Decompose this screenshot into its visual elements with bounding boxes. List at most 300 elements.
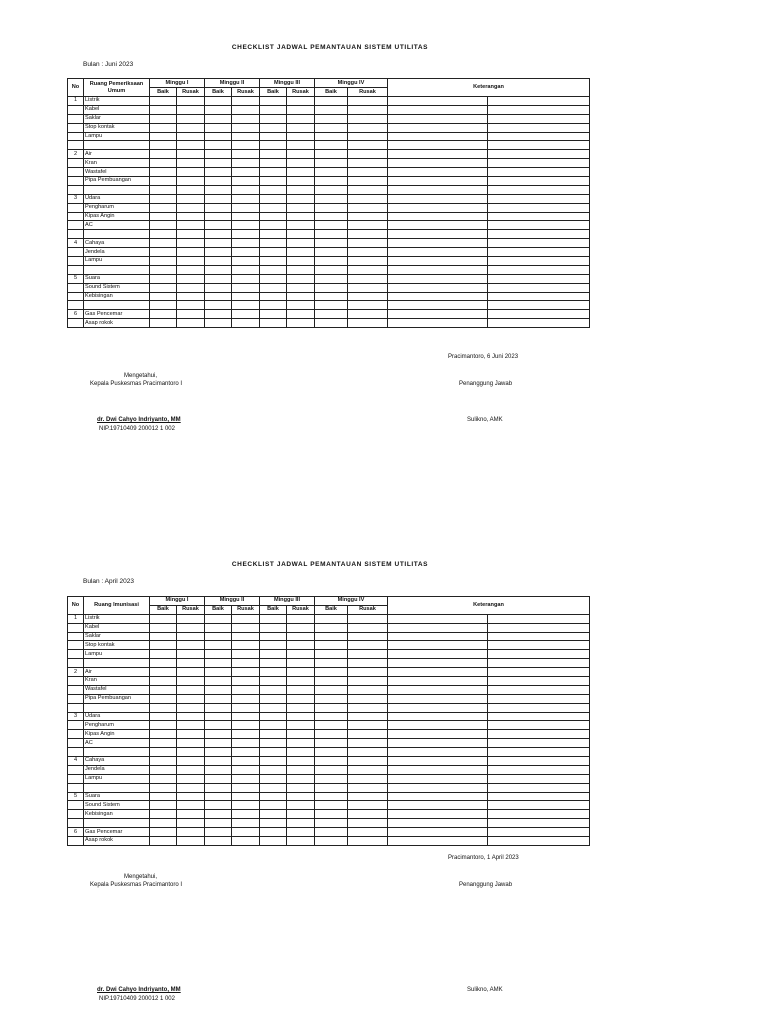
check-cell[interactable] <box>260 721 287 730</box>
check-cell[interactable] <box>260 185 287 194</box>
check-cell[interactable] <box>287 801 315 810</box>
check-cell[interactable] <box>232 159 260 168</box>
check-cell[interactable] <box>232 248 260 257</box>
check-cell[interactable] <box>177 257 205 266</box>
check-cell[interactable] <box>315 659 348 668</box>
check-cell[interactable] <box>150 801 177 810</box>
notes-cell[interactable] <box>488 757 590 766</box>
check-cell[interactable] <box>315 623 348 632</box>
check-cell[interactable] <box>287 623 315 632</box>
check-cell[interactable] <box>150 230 177 239</box>
check-cell[interactable] <box>232 730 260 739</box>
check-cell[interactable] <box>260 641 287 650</box>
check-cell[interactable] <box>150 783 177 792</box>
check-cell[interactable] <box>177 105 205 114</box>
check-cell[interactable] <box>232 668 260 677</box>
check-cell[interactable] <box>205 177 232 186</box>
check-cell[interactable] <box>232 301 260 310</box>
check-cell[interactable] <box>177 819 205 828</box>
notes-cell[interactable] <box>388 265 488 274</box>
check-cell[interactable] <box>205 757 232 766</box>
notes-cell[interactable] <box>388 230 488 239</box>
check-cell[interactable] <box>260 703 287 712</box>
check-cell[interactable] <box>150 774 177 783</box>
check-cell[interactable] <box>232 677 260 686</box>
check-cell[interactable] <box>150 239 177 248</box>
notes-cell[interactable] <box>388 310 488 319</box>
check-cell[interactable] <box>348 641 388 650</box>
check-cell[interactable] <box>150 819 177 828</box>
check-cell[interactable] <box>315 132 348 141</box>
check-cell[interactable] <box>348 668 388 677</box>
notes-cell[interactable] <box>388 185 488 194</box>
notes-cell[interactable] <box>488 185 590 194</box>
check-cell[interactable] <box>315 828 348 837</box>
check-cell[interactable] <box>287 114 315 123</box>
check-cell[interactable] <box>260 105 287 114</box>
check-cell[interactable] <box>260 114 287 123</box>
check-cell[interactable] <box>205 194 232 203</box>
check-cell[interactable] <box>315 739 348 748</box>
notes-cell[interactable] <box>488 712 590 721</box>
check-cell[interactable] <box>315 650 348 659</box>
check-cell[interactable] <box>348 177 388 186</box>
check-cell[interactable] <box>287 105 315 114</box>
check-cell[interactable] <box>232 239 260 248</box>
check-cell[interactable] <box>232 274 260 283</box>
notes-cell[interactable] <box>388 668 488 677</box>
notes-cell[interactable] <box>488 114 590 123</box>
notes-cell[interactable] <box>488 97 590 106</box>
check-cell[interactable] <box>260 659 287 668</box>
check-cell[interactable] <box>232 650 260 659</box>
check-cell[interactable] <box>315 783 348 792</box>
check-cell[interactable] <box>287 274 315 283</box>
notes-cell[interactable] <box>388 105 488 114</box>
check-cell[interactable] <box>177 712 205 721</box>
check-cell[interactable] <box>150 792 177 801</box>
check-cell[interactable] <box>150 765 177 774</box>
check-cell[interactable] <box>260 668 287 677</box>
check-cell[interactable] <box>177 774 205 783</box>
check-cell[interactable] <box>348 301 388 310</box>
notes-cell[interactable] <box>488 194 590 203</box>
check-cell[interactable] <box>150 310 177 319</box>
check-cell[interactable] <box>260 748 287 757</box>
notes-cell[interactable] <box>488 257 590 266</box>
notes-cell[interactable] <box>488 694 590 703</box>
check-cell[interactable] <box>287 730 315 739</box>
check-cell[interactable] <box>315 748 348 757</box>
check-cell[interactable] <box>348 774 388 783</box>
check-cell[interactable] <box>150 274 177 283</box>
check-cell[interactable] <box>150 150 177 159</box>
check-cell[interactable] <box>232 623 260 632</box>
check-cell[interactable] <box>348 677 388 686</box>
check-cell[interactable] <box>177 319 205 328</box>
check-cell[interactable] <box>177 739 205 748</box>
check-cell[interactable] <box>205 248 232 257</box>
check-cell[interactable] <box>232 801 260 810</box>
notes-cell[interactable] <box>388 801 488 810</box>
check-cell[interactable] <box>287 685 315 694</box>
check-cell[interactable] <box>315 265 348 274</box>
notes-cell[interactable] <box>388 632 488 641</box>
check-cell[interactable] <box>150 265 177 274</box>
check-cell[interactable] <box>205 739 232 748</box>
check-cell[interactable] <box>150 712 177 721</box>
check-cell[interactable] <box>205 677 232 686</box>
check-cell[interactable] <box>177 203 205 212</box>
check-cell[interactable] <box>232 765 260 774</box>
notes-cell[interactable] <box>388 623 488 632</box>
check-cell[interactable] <box>150 132 177 141</box>
check-cell[interactable] <box>232 828 260 837</box>
check-cell[interactable] <box>177 757 205 766</box>
check-cell[interactable] <box>348 248 388 257</box>
check-cell[interactable] <box>287 757 315 766</box>
check-cell[interactable] <box>348 274 388 283</box>
notes-cell[interactable] <box>388 730 488 739</box>
check-cell[interactable] <box>315 257 348 266</box>
check-cell[interactable] <box>348 265 388 274</box>
check-cell[interactable] <box>177 194 205 203</box>
check-cell[interactable] <box>150 810 177 819</box>
check-cell[interactable] <box>260 810 287 819</box>
check-cell[interactable] <box>150 694 177 703</box>
notes-cell[interactable] <box>388 257 488 266</box>
check-cell[interactable] <box>177 248 205 257</box>
check-cell[interactable] <box>287 283 315 292</box>
check-cell[interactable] <box>232 310 260 319</box>
check-cell[interactable] <box>348 212 388 221</box>
check-cell[interactable] <box>205 301 232 310</box>
check-cell[interactable] <box>150 685 177 694</box>
check-cell[interactable] <box>177 810 205 819</box>
notes-cell[interactable] <box>388 837 488 846</box>
check-cell[interactable] <box>205 650 232 659</box>
check-cell[interactable] <box>205 97 232 106</box>
notes-cell[interactable] <box>388 177 488 186</box>
check-cell[interactable] <box>348 783 388 792</box>
check-cell[interactable] <box>150 301 177 310</box>
check-cell[interactable] <box>315 757 348 766</box>
notes-cell[interactable] <box>388 194 488 203</box>
notes-cell[interactable] <box>388 828 488 837</box>
check-cell[interactable] <box>232 114 260 123</box>
check-cell[interactable] <box>315 685 348 694</box>
check-cell[interactable] <box>150 748 177 757</box>
check-cell[interactable] <box>260 248 287 257</box>
notes-cell[interactable] <box>488 168 590 177</box>
check-cell[interactable] <box>315 810 348 819</box>
check-cell[interactable] <box>177 230 205 239</box>
check-cell[interactable] <box>205 230 232 239</box>
notes-cell[interactable] <box>388 659 488 668</box>
check-cell[interactable] <box>205 828 232 837</box>
check-cell[interactable] <box>287 694 315 703</box>
check-cell[interactable] <box>260 837 287 846</box>
check-cell[interactable] <box>260 685 287 694</box>
check-cell[interactable] <box>177 783 205 792</box>
notes-cell[interactable] <box>388 703 488 712</box>
check-cell[interactable] <box>232 177 260 186</box>
check-cell[interactable] <box>150 319 177 328</box>
check-cell[interactable] <box>315 668 348 677</box>
check-cell[interactable] <box>232 283 260 292</box>
check-cell[interactable] <box>348 257 388 266</box>
check-cell[interactable] <box>348 123 388 132</box>
check-cell[interactable] <box>150 623 177 632</box>
check-cell[interactable] <box>260 257 287 266</box>
notes-cell[interactable] <box>488 141 590 150</box>
check-cell[interactable] <box>315 677 348 686</box>
check-cell[interactable] <box>315 774 348 783</box>
check-cell[interactable] <box>232 739 260 748</box>
check-cell[interactable] <box>348 739 388 748</box>
check-cell[interactable] <box>150 194 177 203</box>
check-cell[interactable] <box>150 659 177 668</box>
check-cell[interactable] <box>260 97 287 106</box>
check-cell[interactable] <box>150 730 177 739</box>
notes-cell[interactable] <box>388 132 488 141</box>
check-cell[interactable] <box>260 801 287 810</box>
check-cell[interactable] <box>348 685 388 694</box>
check-cell[interactable] <box>315 283 348 292</box>
check-cell[interactable] <box>150 212 177 221</box>
notes-cell[interactable] <box>488 212 590 221</box>
check-cell[interactable] <box>315 212 348 221</box>
check-cell[interactable] <box>260 819 287 828</box>
check-cell[interactable] <box>177 265 205 274</box>
notes-cell[interactable] <box>488 730 590 739</box>
check-cell[interactable] <box>150 614 177 623</box>
check-cell[interactable] <box>205 703 232 712</box>
check-cell[interactable] <box>177 765 205 774</box>
check-cell[interactable] <box>150 641 177 650</box>
check-cell[interactable] <box>205 623 232 632</box>
check-cell[interactable] <box>315 141 348 150</box>
check-cell[interactable] <box>315 632 348 641</box>
check-cell[interactable] <box>232 230 260 239</box>
check-cell[interactable] <box>287 97 315 106</box>
check-cell[interactable] <box>348 721 388 730</box>
notes-cell[interactable] <box>388 685 488 694</box>
check-cell[interactable] <box>287 159 315 168</box>
notes-cell[interactable] <box>488 792 590 801</box>
check-cell[interactable] <box>348 765 388 774</box>
check-cell[interactable] <box>287 248 315 257</box>
notes-cell[interactable] <box>488 274 590 283</box>
check-cell[interactable] <box>205 685 232 694</box>
check-cell[interactable] <box>348 712 388 721</box>
check-cell[interactable] <box>315 239 348 248</box>
check-cell[interactable] <box>287 677 315 686</box>
check-cell[interactable] <box>287 748 315 757</box>
check-cell[interactable] <box>287 319 315 328</box>
notes-cell[interactable] <box>388 748 488 757</box>
check-cell[interactable] <box>232 659 260 668</box>
check-cell[interactable] <box>348 230 388 239</box>
check-cell[interactable] <box>315 792 348 801</box>
check-cell[interactable] <box>150 668 177 677</box>
check-cell[interactable] <box>150 141 177 150</box>
check-cell[interactable] <box>205 819 232 828</box>
check-cell[interactable] <box>232 105 260 114</box>
check-cell[interactable] <box>150 123 177 132</box>
notes-cell[interactable] <box>388 123 488 132</box>
check-cell[interactable] <box>177 310 205 319</box>
check-cell[interactable] <box>177 792 205 801</box>
check-cell[interactable] <box>205 632 232 641</box>
notes-cell[interactable] <box>488 765 590 774</box>
check-cell[interactable] <box>150 703 177 712</box>
check-cell[interactable] <box>315 123 348 132</box>
check-cell[interactable] <box>348 703 388 712</box>
check-cell[interactable] <box>287 168 315 177</box>
check-cell[interactable] <box>205 123 232 132</box>
notes-cell[interactable] <box>488 614 590 623</box>
notes-cell[interactable] <box>488 659 590 668</box>
check-cell[interactable] <box>232 194 260 203</box>
check-cell[interactable] <box>287 203 315 212</box>
check-cell[interactable] <box>315 765 348 774</box>
check-cell[interactable] <box>177 132 205 141</box>
check-cell[interactable] <box>287 292 315 301</box>
check-cell[interactable] <box>315 801 348 810</box>
check-cell[interactable] <box>205 159 232 168</box>
check-cell[interactable] <box>232 185 260 194</box>
check-cell[interactable] <box>348 150 388 159</box>
check-cell[interactable] <box>260 774 287 783</box>
check-cell[interactable] <box>260 177 287 186</box>
check-cell[interactable] <box>260 265 287 274</box>
check-cell[interactable] <box>177 185 205 194</box>
check-cell[interactable] <box>205 150 232 159</box>
check-cell[interactable] <box>287 123 315 132</box>
check-cell[interactable] <box>260 230 287 239</box>
notes-cell[interactable] <box>388 203 488 212</box>
check-cell[interactable] <box>150 203 177 212</box>
check-cell[interactable] <box>315 203 348 212</box>
notes-cell[interactable] <box>388 677 488 686</box>
check-cell[interactable] <box>205 712 232 721</box>
check-cell[interactable] <box>348 730 388 739</box>
check-cell[interactable] <box>315 221 348 230</box>
check-cell[interactable] <box>232 292 260 301</box>
check-cell[interactable] <box>348 310 388 319</box>
check-cell[interactable] <box>260 283 287 292</box>
check-cell[interactable] <box>287 712 315 721</box>
check-cell[interactable] <box>315 230 348 239</box>
notes-cell[interactable] <box>388 819 488 828</box>
check-cell[interactable] <box>287 721 315 730</box>
check-cell[interactable] <box>150 650 177 659</box>
check-cell[interactable] <box>260 712 287 721</box>
check-cell[interactable] <box>348 748 388 757</box>
check-cell[interactable] <box>205 792 232 801</box>
check-cell[interactable] <box>348 203 388 212</box>
check-cell[interactable] <box>260 614 287 623</box>
check-cell[interactable] <box>205 283 232 292</box>
check-cell[interactable] <box>232 97 260 106</box>
check-cell[interactable] <box>260 212 287 221</box>
check-cell[interactable] <box>260 274 287 283</box>
check-cell[interactable] <box>177 221 205 230</box>
check-cell[interactable] <box>260 310 287 319</box>
check-cell[interactable] <box>150 97 177 106</box>
check-cell[interactable] <box>260 783 287 792</box>
check-cell[interactable] <box>232 837 260 846</box>
check-cell[interactable] <box>260 239 287 248</box>
notes-cell[interactable] <box>488 774 590 783</box>
check-cell[interactable] <box>315 177 348 186</box>
check-cell[interactable] <box>232 721 260 730</box>
check-cell[interactable] <box>150 159 177 168</box>
check-cell[interactable] <box>232 150 260 159</box>
check-cell[interactable] <box>232 703 260 712</box>
check-cell[interactable] <box>348 632 388 641</box>
check-cell[interactable] <box>177 114 205 123</box>
check-cell[interactable] <box>287 837 315 846</box>
check-cell[interactable] <box>150 721 177 730</box>
check-cell[interactable] <box>315 185 348 194</box>
check-cell[interactable] <box>348 105 388 114</box>
notes-cell[interactable] <box>388 765 488 774</box>
notes-cell[interactable] <box>488 641 590 650</box>
check-cell[interactable] <box>287 668 315 677</box>
check-cell[interactable] <box>260 739 287 748</box>
check-cell[interactable] <box>315 274 348 283</box>
check-cell[interactable] <box>232 757 260 766</box>
notes-cell[interactable] <box>488 221 590 230</box>
check-cell[interactable] <box>205 721 232 730</box>
check-cell[interactable] <box>315 641 348 650</box>
check-cell[interactable] <box>205 274 232 283</box>
check-cell[interactable] <box>177 650 205 659</box>
check-cell[interactable] <box>260 765 287 774</box>
check-cell[interactable] <box>315 703 348 712</box>
check-cell[interactable] <box>348 837 388 846</box>
check-cell[interactable] <box>287 257 315 266</box>
notes-cell[interactable] <box>488 650 590 659</box>
notes-cell[interactable] <box>388 641 488 650</box>
check-cell[interactable] <box>348 319 388 328</box>
notes-cell[interactable] <box>388 694 488 703</box>
notes-cell[interactable] <box>488 301 590 310</box>
check-cell[interactable] <box>260 123 287 132</box>
notes-cell[interactable] <box>388 614 488 623</box>
check-cell[interactable] <box>348 114 388 123</box>
notes-cell[interactable] <box>388 239 488 248</box>
notes-cell[interactable] <box>388 319 488 328</box>
check-cell[interactable] <box>287 221 315 230</box>
notes-cell[interactable] <box>488 283 590 292</box>
check-cell[interactable] <box>232 221 260 230</box>
check-cell[interactable] <box>232 783 260 792</box>
check-cell[interactable] <box>177 168 205 177</box>
check-cell[interactable] <box>287 310 315 319</box>
check-cell[interactable] <box>232 632 260 641</box>
check-cell[interactable] <box>177 150 205 159</box>
check-cell[interactable] <box>260 623 287 632</box>
check-cell[interactable] <box>177 159 205 168</box>
check-cell[interactable] <box>177 685 205 694</box>
notes-cell[interactable] <box>488 265 590 274</box>
check-cell[interactable] <box>177 730 205 739</box>
notes-cell[interactable] <box>488 159 590 168</box>
notes-cell[interactable] <box>488 248 590 257</box>
